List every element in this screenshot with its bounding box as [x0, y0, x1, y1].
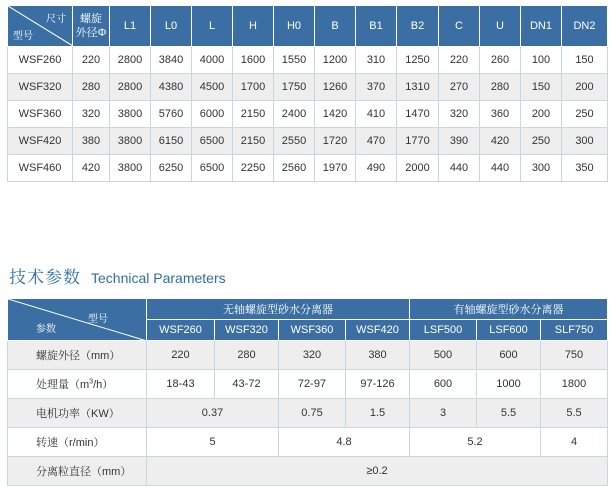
- table1-col-header: U: [480, 6, 521, 47]
- table-cell: 200: [521, 101, 562, 128]
- table-cell: 5: [147, 428, 279, 457]
- table-cell: 410: [356, 101, 397, 128]
- table-cell: 4000: [192, 47, 233, 74]
- table-cell: 300: [521, 155, 562, 182]
- table-cell: 6500: [192, 128, 233, 155]
- table-cell: 320: [73, 101, 110, 128]
- table2-group-row: [8, 299, 608, 320]
- group-shaftless: 无轴螺旋型砂水分离器: [147, 299, 410, 320]
- table-cell: 5.2: [410, 428, 541, 457]
- col-diameter-line1: 螺旋: [80, 13, 102, 25]
- table-cell: 1250: [397, 47, 439, 74]
- table1-header-row: [8, 6, 608, 47]
- table-cell: 380: [73, 128, 110, 155]
- table1-col-header: C: [439, 6, 480, 47]
- table-cell: 320: [439, 101, 480, 128]
- table-cell: 1970: [315, 155, 356, 182]
- table-cell: 3840: [151, 47, 192, 74]
- table-cell: 1200: [315, 47, 356, 74]
- table-cell: 500: [410, 341, 477, 370]
- table-cell: 18-43: [147, 370, 215, 399]
- table-cell: 2800: [110, 47, 151, 74]
- table1-col-header: B1: [356, 6, 397, 47]
- table-cell: 250: [521, 128, 562, 155]
- table-cell: 600: [410, 370, 477, 399]
- table-cell: 390: [439, 128, 480, 155]
- table-cell: 1800: [541, 370, 608, 399]
- technical-parameters-table: [7, 298, 608, 486]
- row-label-post: /h）: [93, 379, 114, 391]
- table-cell: 310: [356, 47, 397, 74]
- table2-corner-top: 型号: [88, 314, 108, 325]
- row-label-sup: 3: [89, 378, 94, 386]
- table-cell: 6250: [151, 155, 192, 182]
- table-cell: 750: [541, 341, 608, 370]
- table-cell: 5760: [151, 101, 192, 128]
- table-cell: 1.5: [346, 399, 410, 428]
- table-cell: 350: [562, 155, 608, 182]
- table-cell: 1750: [274, 74, 315, 101]
- table-cell: 2150: [233, 128, 274, 155]
- table-row: [8, 74, 608, 101]
- table1-col-header: H: [233, 6, 274, 47]
- table-cell: 72-97: [279, 370, 346, 399]
- table-cell: 1770: [397, 128, 439, 155]
- model-header: SLF750: [541, 320, 608, 341]
- heading-cn: 技术参数: [9, 268, 81, 287]
- table-cell: 1420: [315, 101, 356, 128]
- model-header: LSF500: [410, 320, 477, 341]
- table-cell: 2400: [274, 101, 315, 128]
- row-label: 转速（r/min）: [8, 428, 147, 457]
- table-cell: 2550: [274, 128, 315, 155]
- table-cell: 6000: [192, 101, 233, 128]
- table-cell: 2150: [233, 101, 274, 128]
- table-cell: 1550: [274, 47, 315, 74]
- table-cell: 6500: [192, 155, 233, 182]
- table-cell: 150: [562, 47, 608, 74]
- row-capacity: [8, 370, 608, 399]
- table-row: [8, 47, 608, 74]
- table-cell: 220: [73, 47, 110, 74]
- table1-corner-bottom: 型号: [13, 31, 33, 42]
- table-cell: 250: [562, 101, 608, 128]
- table-cell: 1470: [397, 101, 439, 128]
- row-label: 分离粒直径（mm）: [8, 457, 147, 486]
- table-cell: 370: [356, 74, 397, 101]
- table1-col-header: B2: [397, 6, 439, 47]
- table-cell: 280: [480, 74, 521, 101]
- table-cell: 380: [346, 341, 410, 370]
- model-cell: WSF320: [8, 74, 73, 101]
- table-cell: 420: [480, 128, 521, 155]
- table-cell: 1310: [397, 74, 439, 101]
- table-cell: 6150: [151, 128, 192, 155]
- model-cell: WSF260: [8, 47, 73, 74]
- table-cell: 150: [521, 74, 562, 101]
- table-cell: 3800: [110, 101, 151, 128]
- row-label: 电机功率（KW）: [8, 399, 147, 428]
- table-cell: 320: [279, 341, 346, 370]
- table-cell: 3800: [110, 128, 151, 155]
- table-cell: 420: [73, 155, 110, 182]
- table-cell: 490: [356, 155, 397, 182]
- dimensions-table: [7, 5, 608, 182]
- table-cell: 4: [541, 428, 608, 457]
- table-row: [8, 155, 608, 182]
- table-cell: 4380: [151, 74, 192, 101]
- table-cell: 4500: [192, 74, 233, 101]
- col-diameter-line2: 外径Φ: [75, 27, 107, 39]
- row-label: 螺旋外径（mm）: [8, 341, 147, 370]
- table1-corner-top: 尺寸: [46, 14, 66, 25]
- table-cell: 1260: [315, 74, 356, 101]
- table1-col-diameter: [73, 6, 110, 47]
- table-row: [8, 101, 608, 128]
- table-cell: 440: [439, 155, 480, 182]
- table-cell: 600: [477, 341, 541, 370]
- table1-col-header: H0: [274, 6, 315, 47]
- row-speed: [8, 428, 608, 457]
- table-cell: 2800: [110, 74, 151, 101]
- table1-body: [8, 47, 608, 182]
- table1-col-header: DN1: [521, 6, 562, 47]
- model-header: WSF360: [279, 320, 346, 341]
- table2-corner-cell: [8, 299, 147, 341]
- table2-corner-bottom: 参数: [36, 324, 56, 335]
- table1-col-header: B: [315, 6, 356, 47]
- heading-en: Technical Parameters: [91, 270, 226, 286]
- table1-col-header: DN2: [562, 6, 608, 47]
- table-cell: 97-126: [346, 370, 410, 399]
- table-cell: 5.5: [541, 399, 608, 428]
- table-cell: 220: [147, 341, 215, 370]
- row-motor-power: [8, 399, 608, 428]
- table-cell: 100: [521, 47, 562, 74]
- row-label: [8, 370, 147, 399]
- table-cell: 3800: [110, 155, 151, 182]
- table-row: [8, 128, 608, 155]
- table-cell: 5.5: [477, 399, 541, 428]
- model-cell: WSF360: [8, 101, 73, 128]
- table-cell: ≥0.2: [147, 457, 608, 486]
- table-cell: 43-72: [215, 370, 279, 399]
- table-cell: 280: [215, 341, 279, 370]
- table-cell: 2560: [274, 155, 315, 182]
- diagonal-line: [8, 299, 147, 341]
- model-header: WSF420: [346, 320, 410, 341]
- table-cell: 2000: [397, 155, 439, 182]
- table-cell: 0.75: [279, 399, 346, 428]
- table-cell: 3: [410, 399, 477, 428]
- table-cell: 1600: [233, 47, 274, 74]
- table-cell: 280: [73, 74, 110, 101]
- model-header: WSF260: [147, 320, 215, 341]
- table-cell: 1700: [233, 74, 274, 101]
- table-cell: 2250: [233, 155, 274, 182]
- table-cell: 1000: [477, 370, 541, 399]
- table-cell: 300: [562, 128, 608, 155]
- row-label-pre: 处理量（m: [36, 379, 90, 391]
- table1-col-header: L0: [151, 6, 192, 47]
- table1-col-header: L1: [110, 6, 151, 47]
- table-cell: 440: [480, 155, 521, 182]
- group-shafted: 有轴螺旋型砂水分离器: [410, 299, 608, 320]
- table1-col-header: L: [192, 6, 233, 47]
- row-particle-diameter: [8, 457, 608, 486]
- table-cell: 4.8: [279, 428, 410, 457]
- model-header: LSF600: [477, 320, 541, 341]
- table-cell: 470: [356, 128, 397, 155]
- model-header: WSF320: [215, 320, 279, 341]
- model-cell: WSF420: [8, 128, 73, 155]
- row-spiral-diameter: [8, 341, 608, 370]
- table-cell: 0.37: [147, 399, 279, 428]
- section-heading: [9, 263, 226, 287]
- table-cell: 360: [480, 101, 521, 128]
- model-cell: WSF460: [8, 155, 73, 182]
- table-cell: 260: [480, 47, 521, 74]
- table1-corner-cell: [8, 6, 73, 47]
- table-cell: 220: [439, 47, 480, 74]
- table-cell: 200: [562, 74, 608, 101]
- table-cell: 270: [439, 74, 480, 101]
- table-cell: 1720: [315, 128, 356, 155]
